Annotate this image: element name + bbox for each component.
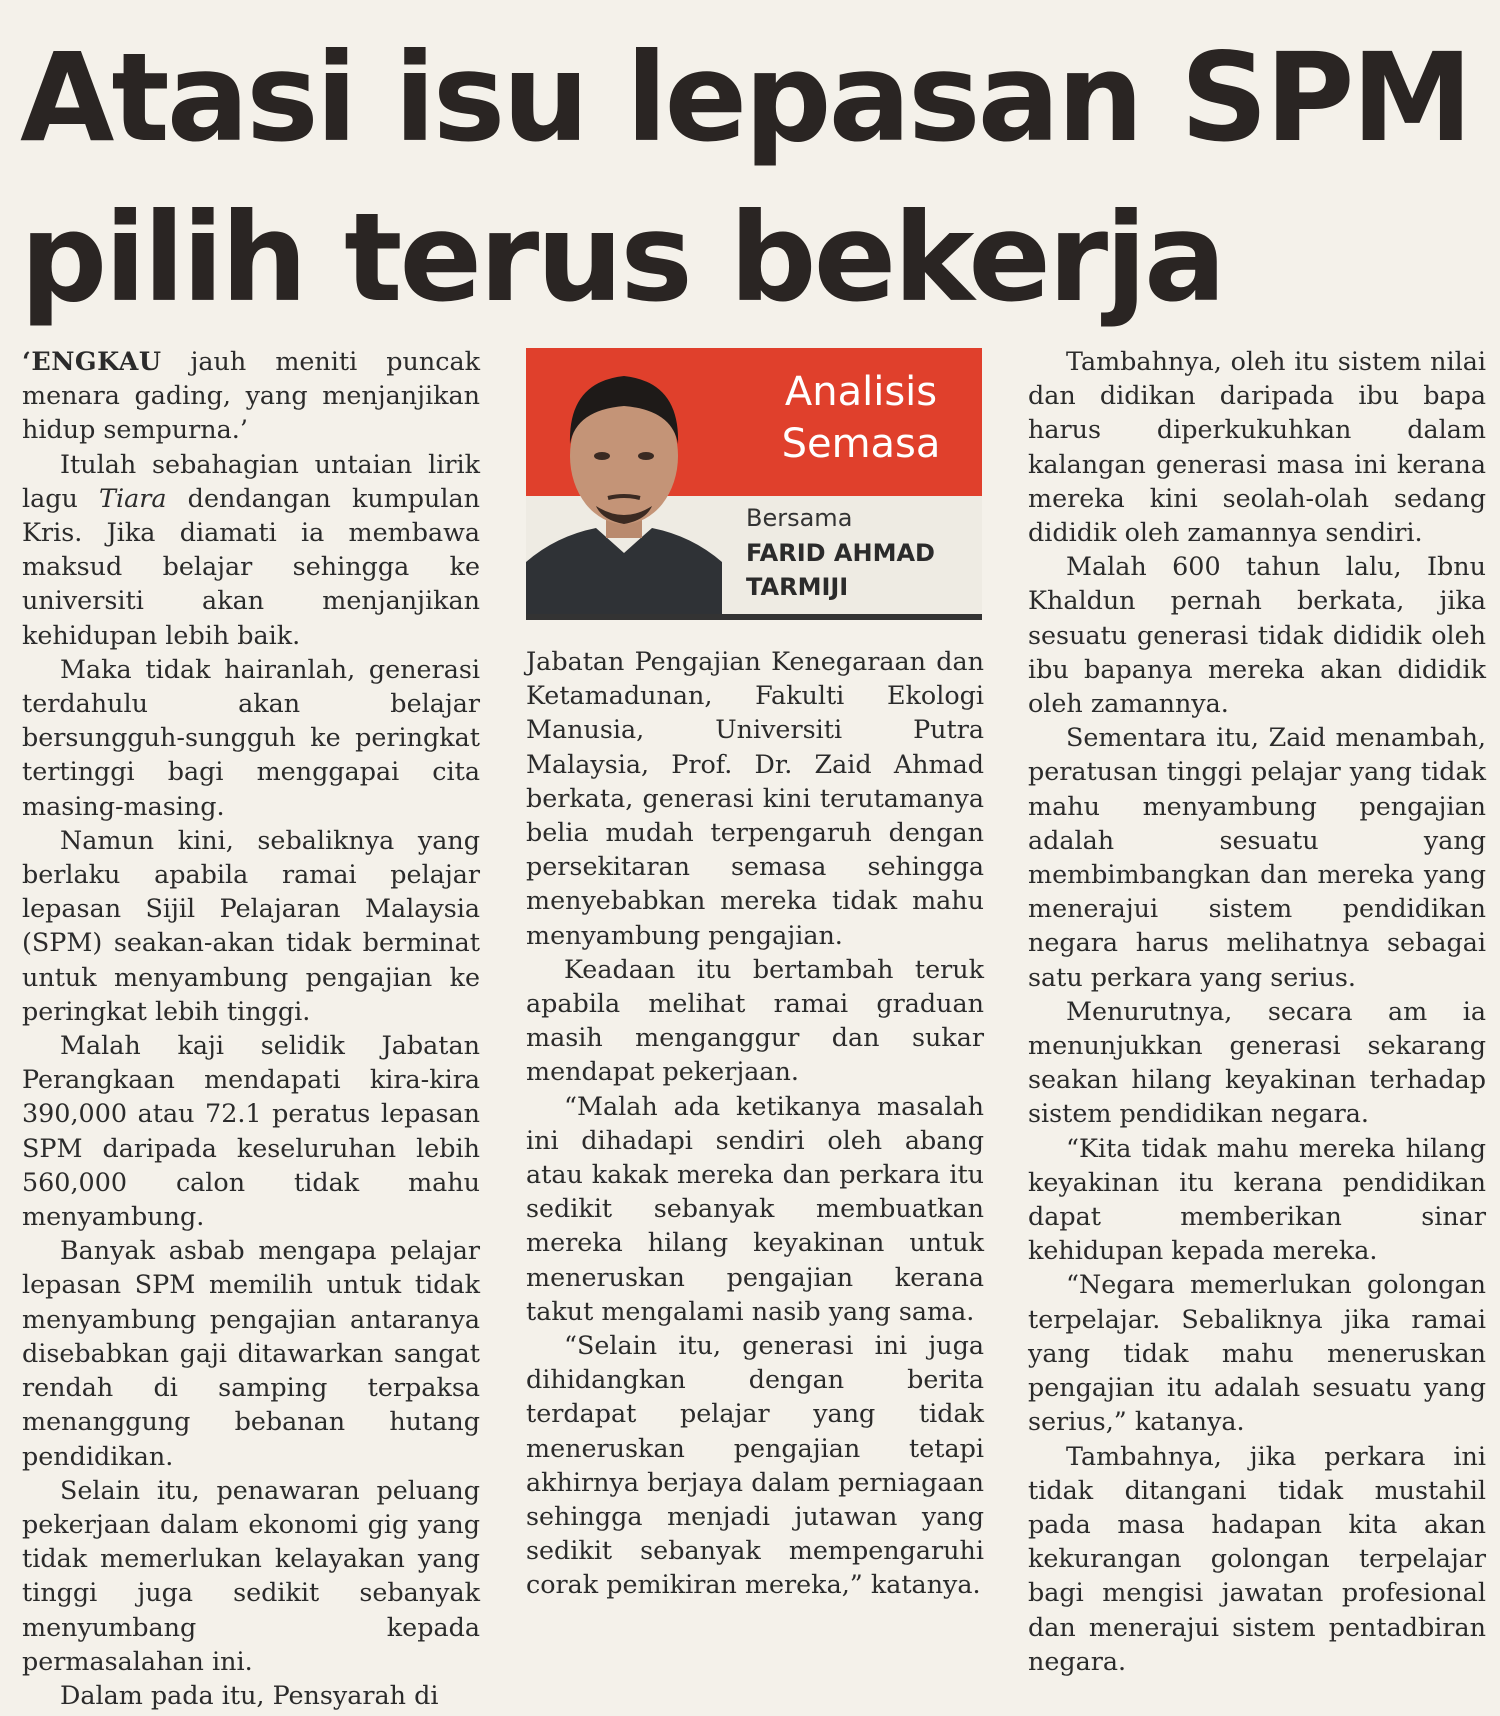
paragraph: Maka tidak hairanlah, generasi terdahulu akan belajar bersungguh-sungguh ke peringkat tertinggi bagi menggapai cita masing-masing. — [22, 653, 480, 821]
lead-word: ‘ENGKAU — [22, 346, 162, 376]
paragraph: Selain itu, penawaran peluang pekerjaan dalam ekonomi gig yang tidak memerlukan kelayakan yang tinggi juga sedikit sebanyak menyumbang kepada permasalahan ini. — [22, 1474, 480, 1676]
paragraph: Malah kaji selidik Jabatan Perangkaan mendapati kira-kira 390,000 atau 72.1 peratus lepasan SPM daripada keseluruhan lebih 560,000 calon tidak mahu menyambung. — [22, 1030, 480, 1232]
article-column-2 — [526, 644, 984, 1602]
author-photo — [526, 348, 722, 614]
paragraph: Jabatan Pengajian Kenegaraan dan Ketamadunan, Fakulti Ekologi Manusia, Universiti Putra Malaysia, Prof. Dr. Zaid Ahmad berkata, generasi kini terutamanya belia mudah terpengaruh dengan persekitaran semasa sehingga menyebabkan mereka tidak mahu menyambung pengajian. — [526, 646, 984, 950]
paragraph: Tambahnya, oleh itu sistem nilai dan didikan daripada ibu bapa harus diperkukuhkan dalam kalangan generasi masa ini kerana mereka kini seolah-olah sedang dididik oleh zamannya sendiri. — [1028, 346, 1486, 548]
paragraph: Dalam pada itu, Pensyarah di — [60, 1679, 439, 1710]
paragraph: Keadaan itu bertambah teruk apabila melihat ramai graduan masih menganggur dan sukar mendapat pekerjaan. — [526, 953, 984, 1087]
paragraph: Banyak asbab mengapa pelajar lepasan SPM memilih untuk tidak menyambung pengajian antaranya disebabkan gaji ditawarkan sangat rendah di samping terpaksa menanggung bebanan hutang pendidikan. — [22, 1235, 480, 1471]
paragraph: “Negara memerlukan golongan terpelajar. Sebaliknya jika ramai yang tidak mahu meneruskan pengajian itu adalah sesuatu yang serius,” katanya. — [1028, 1269, 1486, 1437]
byline-label: Bersama — [746, 504, 853, 532]
column-title — [746, 366, 976, 470]
paragraph: Tambahnya, jika perkara ini tidak ditangani tidak mustahil pada masa hadapan kita akan kekurangan golongan terpelajar bagi mengisi jawatan profesional dan menerajui sistem pentadbiran negara. — [1028, 1440, 1486, 1676]
headline-line-2: pilih terus bekerja — [20, 187, 1224, 329]
byline-author — [746, 536, 976, 604]
paragraph: “Malah ada ketikanya masalah ini dihadapi sendiri oleh abang atau kakak mereka dan perkara itu sedikit sebanyak membuatkan mereka hilang keyakinan untuk meneruskan pengajian kerana takut mengalami nasib yang sama. — [526, 1090, 984, 1326]
paragraph: Namun kini, sebaliknya yang berlaku apabila ramai pelajar lepasan Sijil Pelajaran Malaysia (SPM) seakan-akan tidak berminat untuk menyambung pengajian ke peringkat lebih tinggi. — [22, 824, 480, 1026]
paragraph: “Selain itu, generasi ini juga dihidangkan dengan berita terdapat pelajar yang tidak meneruskan pengajian tetapi akhirnya berjaya dalam perniagaan sehingga menjadi jutawan yang sedikit sebanyak mempengaruhi corak pemikiran mereka,” katanya. — [526, 1330, 984, 1600]
paragraph — [22, 447, 480, 652]
column-title-line-2: Semasa — [781, 421, 941, 467]
paragraph-text: jauh meniti puncak menara gading, yang menjanjikan hidup sempurna.’ — [22, 346, 480, 445]
paragraph: “Kita tidak mahu mereka hilang keyakinan itu kerana pendidikan dapat memberikan sinar kehidupan kepada mereka. — [1028, 1132, 1486, 1266]
headline — [20, 18, 1480, 338]
headline-line-1: Atasi isu lepasan SPM — [20, 27, 1470, 169]
paragraph: Menurutnya, secara am ia menunjukkan generasi sekarang seakan hilang keyakinan terhadap sistem pendidikan negara. — [1028, 995, 1486, 1129]
paragraph — [22, 344, 480, 447]
song-title: Tiara — [99, 482, 167, 513]
paragraph: Sementara itu, Zaid menambah, peratusan tinggi pelajar yang tidak mahu menyambung pengajian adalah sesuatu yang membimbangkan dan mereka yang menerajui sistem pendidikan negara harus melihatnya sebagai satu perkara yang serius. — [1028, 722, 1486, 992]
paragraph-text: Itulah sebahagian untaian lirik lagu — [22, 448, 480, 513]
article-column-1 — [22, 344, 480, 1712]
author-name-line-1: FARID AHMAD — [746, 539, 935, 567]
column-title-line-1: Analisis — [784, 369, 938, 415]
column-header-box — [526, 348, 982, 620]
author-name-line-2: TARMIJI — [746, 573, 849, 601]
paragraph: Malah 600 tahun lalu, Ibnu Khaldun pernah berkata, jika sesuatu generasi tidak dididik oleh ibu bapanya mereka akan dididik oleh zamannya. — [1028, 551, 1486, 719]
divider — [526, 614, 982, 620]
paragraph-text: dendangan kumpulan Kris. Jika diamati ia membawa maksud belajar sehingga ke universiti akan menjanjikan kehidupan lebih baik. — [22, 482, 481, 650]
article-column-3 — [1028, 344, 1486, 1678]
